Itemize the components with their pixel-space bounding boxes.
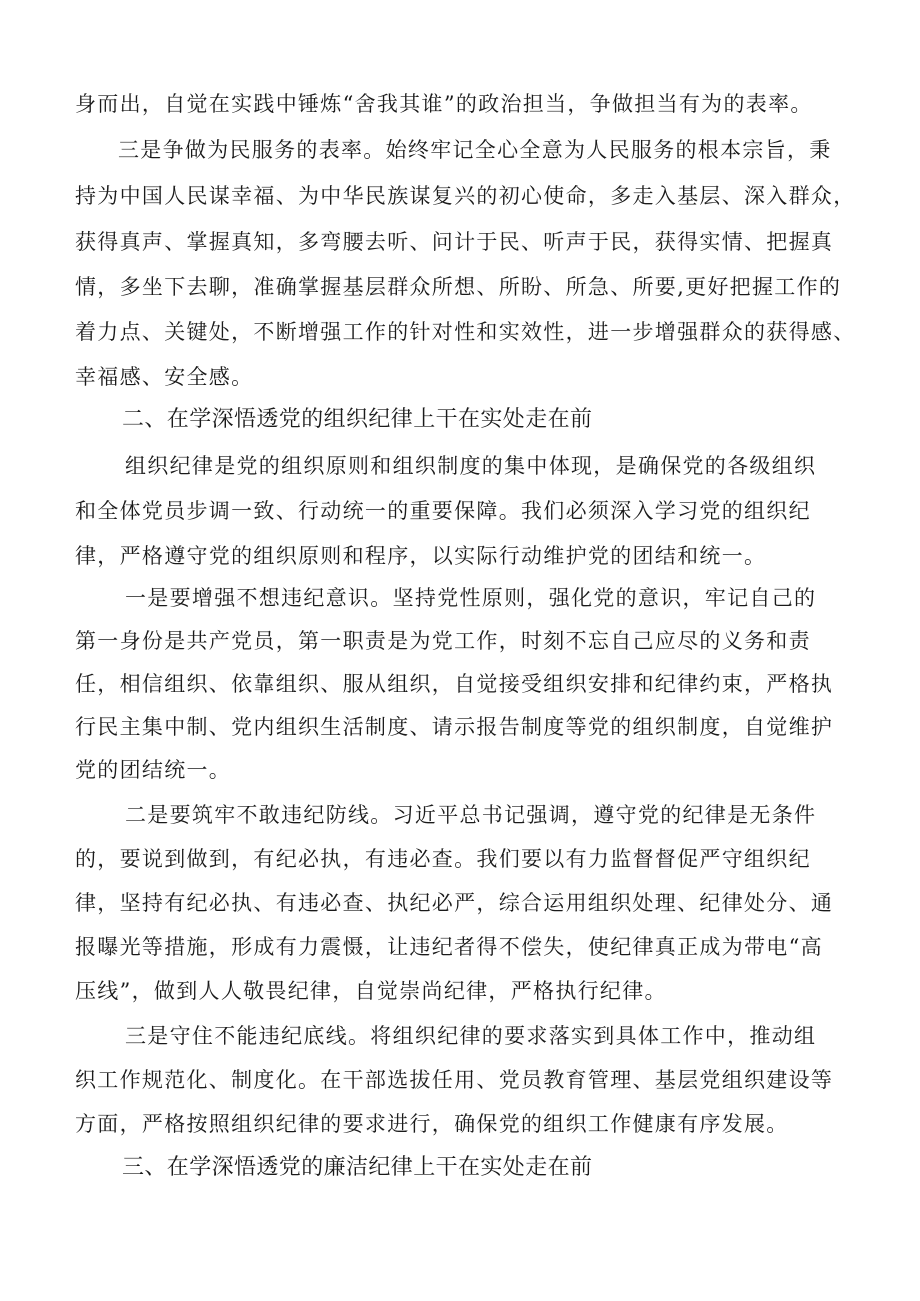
paragraph-line: 持为中国人民谋幸福、为中华民族谋复兴的初心使命，多走入基层、深入群众， (75, 184, 856, 208)
paragraph-line: 党的团结统一。 (75, 758, 232, 782)
paragraph-line: 情，多坐下去聊，准确掌握基层群众所想、所盼、所急、所要,更好把握工作的 (75, 275, 842, 299)
paragraph-line: 方面，严格按照组织纪律的要求进行，确保党的组织工作健康有序发展。 (75, 1112, 789, 1136)
paragraph-line: 着力点、关键处，不断增强工作的针对性和实效性，进一步增强群众的获得感、 (75, 320, 856, 344)
paragraph-line: 律，坚持有纪必执、有违必查、执纪必严，综合运用组织处理、纪律处分、通 (75, 891, 834, 915)
paragraph-line: 织工作规范化、制度化。在干部选拔任用、党员教育管理、基层党组织建设等 (75, 1068, 834, 1092)
paragraph-line: 报曝光等措施，形成有力震慑，让违纪者得不偿失，使纪律真正成为带电“高 (75, 935, 823, 959)
paragraph-line: 三是争做为民服务的表率。始终牢记全心全意为人民服务的根本宗旨，秉 (118, 138, 832, 162)
section-heading: 二、在学深悟透党的组织纪律上干在实处走在前 (122, 407, 593, 432)
paragraph-line: 一是要增强不想违纪意识。坚持党性原则，强化党的意识，牢记自己的 (125, 586, 817, 610)
paragraph-line: 组织纪律是党的组织原则和组织制度的集中体现，是确保党的各级组织 (125, 454, 817, 478)
paragraph-line: 身而出，自觉在实践中锤炼“舍我其谁”的政治担当，争做担当有为的表率。 (75, 92, 813, 116)
paragraph-line: 和全体党员步调一致、行动统一的重要保障。我们必须深入学习党的组织纪 (75, 499, 811, 523)
paragraph-line: 行民主集中制、党内组织生活制度、请示报告制度等党的组织制度，自觉维护 (75, 715, 834, 739)
paragraph-line: 获得真声、掌握真知，多弯腰去听、问计于民、听声于民，获得实情、把握真 (75, 230, 834, 254)
paragraph-line: 任，相信组织、依靠组织、服从组织，自觉接受组织安排和纪律约束，严格执 (75, 672, 834, 696)
paragraph-line: 第一身份是共产党员，第一职责是为党工作，时刻不忘自己应尽的义务和责 (75, 629, 811, 653)
paragraph-line: 压线”，做到人人敬畏纪律，自觉崇尚纪律，严格执行纪律。 (75, 979, 667, 1003)
paragraph-line: 幸福感、安全感。 (75, 365, 254, 389)
paragraph-line: 二是要筑牢不敢违纪防线。习近平总书记强调，遵守党的纪律是无条件 (125, 803, 817, 827)
section-heading: 三、在学深悟透党的廉洁纪律上干在实处走在前 (122, 1155, 593, 1180)
paragraph-line: 的，要说到做到，有纪必执，有违必查。我们要以有力监督督促严守组织纪 (75, 847, 811, 871)
paragraph-line: 律，严格遵守党的组织原则和程序，以实际行动维护党的团结和统一。 (75, 544, 767, 568)
paragraph-line: 三是守住不能违纪底线。将组织纪律的要求落实到具体工作中，推动组 (125, 1024, 817, 1048)
